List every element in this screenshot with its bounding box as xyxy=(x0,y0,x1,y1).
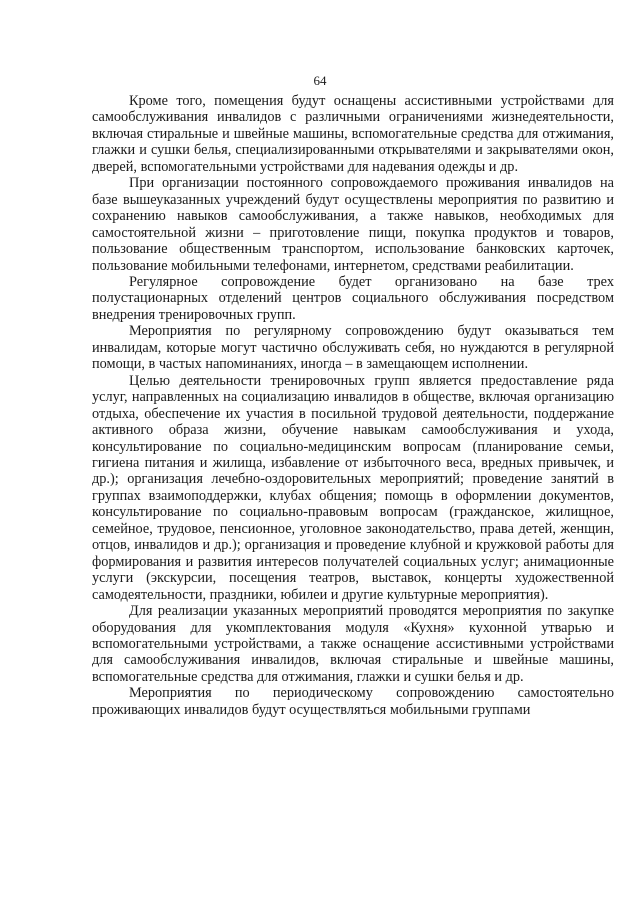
document-body xyxy=(92,93,614,718)
paragraph-periodic-support: Мероприятия по периодическому сопровождению самостоятельно проживающих инвалидов будут осуществляться мобильными группами xyxy=(92,685,614,718)
paragraph-training-groups-goal: Целью деятельности тренировочных групп является предоставление ряда услуг, направленных на социализацию инвалидов в обществе, включая организацию отдыха, обеспечение их участия в посильной трудовой деятельности, поддержание активного образа жизни, обучение навыкам самообслуживания и ухода, консультирование по социально-медицинским вопросам (планирование семьи, гигиена питания и жилища, избавление от избыточного веса, вредных привычек, и др.); организация лечебно-оздоровительных мероприятий; проведение занятий в группах взаимоподдержки, клубах общения; помощь в оформлении документов, консультирование по социально-правовым вопросам (гражданское, жилищное, семейное, трудовое, пенсионное, уголовное законодательство, права детей, женщин, отцов, инвалидов и др.); организация и проведение клубной и кружковой работы для формирования и развития интересов получателей социальных услуг; анимационные услуги (экскурсии, посещения театров, выставок, концерты художественной самодеятельности, праздники, юбилеи и другие культурные мероприятия). xyxy=(92,372,614,603)
paragraph-assistive-devices: Кроме того, помещения будут оснащены ассистивными устройствами для самообслуживания инвалидов с различными ограничениями жизнедеятельности, включая стиральные и швейные машины, вспомогательные средства для отжимания, глажки и сушки белья, специализированными открывателями и закрывателями окон, дверей, вспомогательными устройствами для надевания одежды и др. xyxy=(92,93,614,175)
paragraph-permanent-supported-living: При организации постоянного сопровождаемого проживания инвалидов на базе вышеуказанных учреждений будут осуществлены мероприятия по развитию и сохранению навыков самообслуживания, а также навыков, необходимых для самостоятельной жизни – приготовление пищи, покупка продуктов и товаров, пользование общественным транспортом, использование банковских карточек, пользование мобильными телефонами, интернетом, средствами реабилитации. xyxy=(92,175,614,274)
paragraph-regular-support: Регулярное сопровождение будет организовано на базе трех полустационарных отделений центров социального обслуживания посредством внедрения тренировочных групп. xyxy=(92,273,614,323)
paragraph-equipment-procurement: Для реализации указанных мероприятий проводятся мероприятия по закупке оборудования для укомплектования модуля «Кухня» кухонной утварью и вспомогательными устройствами, а также оснащение ассистивными устройствами для самообслуживания инвалидов, включая стиральные и швейные машины, вспомогательные средства для отжимания, глажки и сушки белья и др. xyxy=(92,603,614,685)
paragraph-regular-support-recipients: Мероприятия по регулярному сопровождению будут оказываться тем инвалидам, которые могут частично обслуживать себя, но нуждаются в регулярной помощи, в частых напоминаниях, иногда – в замещающем исполнении. xyxy=(92,323,614,373)
page-number: 64 xyxy=(313,73,327,88)
